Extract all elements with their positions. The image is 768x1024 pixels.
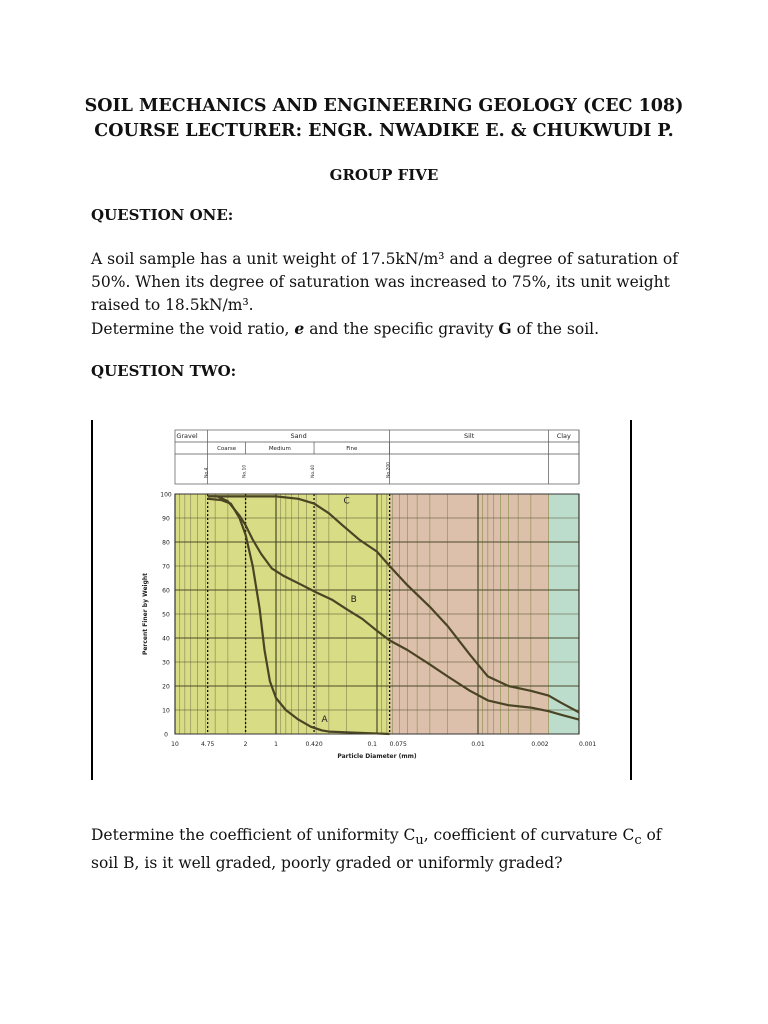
x-tick-label: 1 [274,741,278,748]
task-text: Determine the void ratio, [91,320,295,338]
x-axis-label: Particle Diameter (mm) [337,753,417,760]
x-tick-label: 2 [243,741,248,748]
group-title: GROUP FIVE [329,166,439,184]
question-two-text [91,824,681,875]
y-axis-label: Percent Finer by Weight [142,572,149,656]
x-tick-label: 10 [171,741,179,748]
grain-size-distribution-chart [91,420,633,780]
task-text: Determine the coefficient of uniformity C [91,826,416,844]
curve-label-a: A [321,715,328,725]
document-header [0,94,768,144]
y-tick-label: 0 [164,731,168,739]
symbol-e: e [294,319,305,338]
x-tick-label: 0.001 [579,741,597,748]
curve-label-b: B [350,595,357,605]
subscript-u: u [415,833,424,849]
classification-label-clay: Clay [556,432,571,440]
task-text: of soil B, is it well graded, poorly graded or uniformly graded? [91,826,662,873]
question-one-heading: QUESTION ONE: [91,206,234,224]
question-one-task [91,317,681,341]
sieve-label: No.10 [242,464,248,478]
y-tick-label: 30 [162,659,170,667]
sieve-label: No.200 [386,461,392,478]
task-text: and the specific gravity [304,320,499,338]
curve-label-c: C [343,496,350,507]
question-two-task [91,824,681,875]
symbol-g: G [498,319,512,338]
classification-label-silt: Silt [463,432,475,440]
y-tick-label: 100 [160,491,172,499]
x-tick-label: 0.1 [367,741,377,748]
task-text: , coefficient of curvature C [423,826,635,844]
x-tick-label: 0.075 [389,741,407,748]
x-tick-label: 4.75 [200,741,215,748]
question-one-statement: A soil sample has a unit weight of 17.5kN/m³ and a degree of saturation of 50%. When its degree of saturation was increased to 75%, its unit weight raised to 18.5kN/m³. [91,250,678,314]
classification-label-gravel: Gravel [176,432,198,440]
y-tick-label: 20 [162,683,170,691]
classification-label-sand: Sand [290,432,307,440]
classification-table [175,430,579,484]
course-lecturer: COURSE LECTURER: ENGR. NWADIKE E. & CHUKWUDI P. [94,121,674,141]
y-tick-label: 70 [162,563,170,571]
x-tick-label: 0.420 [305,741,323,748]
subscript-c: c [634,833,642,849]
course-title: SOIL MECHANICS AND ENGINEERING GEOLOGY (CEC 108) [84,96,684,116]
question-two-heading: QUESTION TWO: [91,362,237,380]
y-tick-label: 80 [162,539,170,547]
sieve-label: No.40 [311,464,317,478]
x-tick-label: 0.002 [531,741,549,748]
y-tick-label: 40 [162,635,170,643]
y-tick-label: 50 [162,611,170,619]
sieve-label: No.4 [204,467,210,478]
y-tick-label: 10 [162,707,170,715]
task-text: of the soil. [511,320,600,338]
sand-sub-label-fine: Fine [346,446,358,452]
sand-sub-label-medium: Medium [268,446,291,452]
y-tick-label: 60 [162,587,170,595]
sand-sub-label-coarse: Coarse [217,446,237,452]
question-one-text [91,248,681,341]
x-tick-label: 0.01 [471,741,485,748]
figure-block [91,420,633,780]
y-tick-label: 90 [162,515,170,523]
